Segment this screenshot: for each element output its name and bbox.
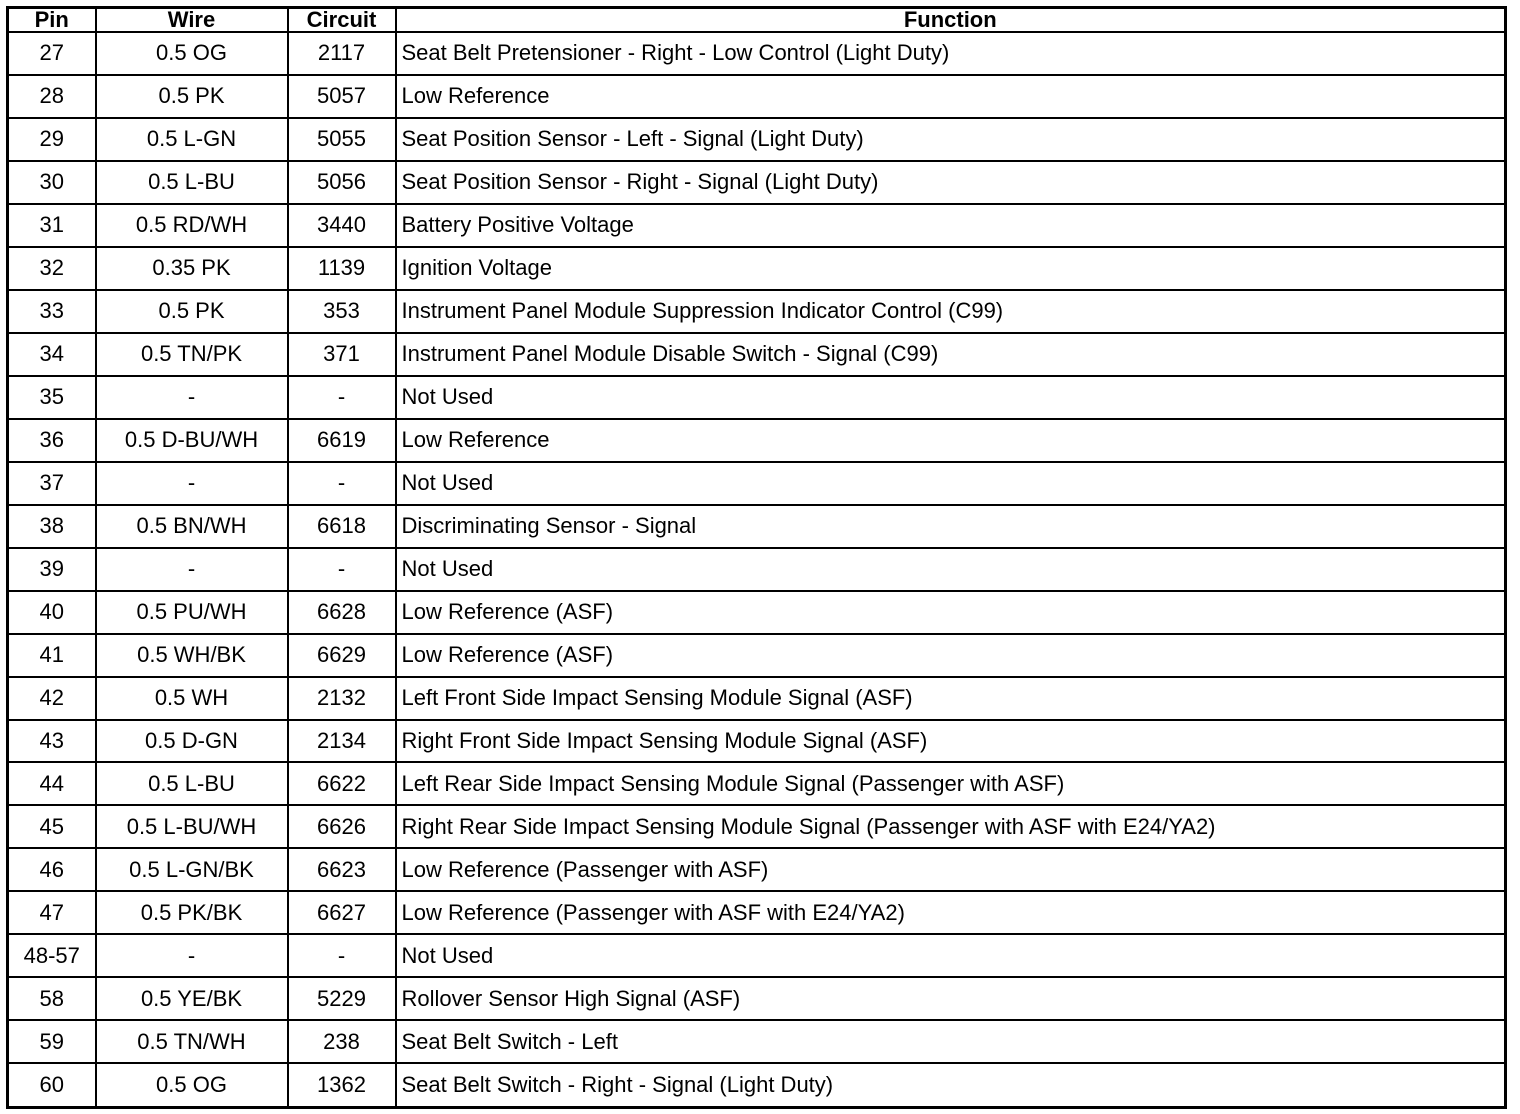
wire-cell: 0.5 L-GN/BK	[96, 848, 288, 891]
function-cell: Battery Positive Voltage	[396, 204, 1506, 247]
function-cell: Low Reference	[396, 75, 1506, 118]
circuit-cell: 2134	[288, 720, 396, 763]
wire-cell: 0.5 L-BU/WH	[96, 805, 288, 848]
table-row	[8, 247, 1506, 290]
function-cell: Ignition Voltage	[396, 247, 1506, 290]
table-row	[8, 934, 1506, 977]
table-row	[8, 161, 1506, 204]
wire-cell: -	[96, 548, 288, 591]
pin-cell: 45	[8, 805, 96, 848]
circuit-cell: 6627	[288, 891, 396, 934]
table-header-row	[8, 8, 1506, 33]
function-cell: Left Rear Side Impact Sensing Module Signal (Passenger with ASF)	[396, 762, 1506, 805]
header-wire: Wire	[96, 8, 288, 33]
pin-cell: 31	[8, 204, 96, 247]
wire-cell: 0.5 WH	[96, 677, 288, 720]
function-cell: Discriminating Sensor - Signal	[396, 505, 1506, 548]
pin-cell: 34	[8, 333, 96, 376]
wire-cell: 0.35 PK	[96, 247, 288, 290]
pin-cell: 60	[8, 1063, 96, 1107]
pin-cell: 59	[8, 1020, 96, 1063]
pin-cell: 40	[8, 591, 96, 634]
pin-cell: 42	[8, 677, 96, 720]
circuit-cell: -	[288, 548, 396, 591]
table-row	[8, 977, 1506, 1020]
table-row	[8, 848, 1506, 891]
function-cell: Instrument Panel Module Disable Switch - Signal (C99)	[396, 333, 1506, 376]
circuit-cell: -	[288, 934, 396, 977]
header-pin: Pin	[8, 8, 96, 33]
circuit-cell: 1139	[288, 247, 396, 290]
circuit-cell: 371	[288, 333, 396, 376]
table-row	[8, 290, 1506, 333]
pin-cell: 28	[8, 75, 96, 118]
function-cell: Low Reference (Passenger with ASF with E24/YA2)	[396, 891, 1506, 934]
circuit-cell: 6626	[288, 805, 396, 848]
header-function: Function	[396, 8, 1506, 33]
wire-cell: 0.5 PK	[96, 290, 288, 333]
wire-cell: -	[96, 462, 288, 505]
table-row	[8, 462, 1506, 505]
connector-pin-table	[6, 6, 1507, 1109]
table-row	[8, 1020, 1506, 1063]
circuit-cell: 5055	[288, 118, 396, 161]
wire-cell: 0.5 TN/WH	[96, 1020, 288, 1063]
function-cell: Low Reference	[396, 419, 1506, 462]
table-row	[8, 419, 1506, 462]
pin-cell: 27	[8, 32, 96, 75]
wire-cell: 0.5 BN/WH	[96, 505, 288, 548]
wire-cell: 0.5 D-BU/WH	[96, 419, 288, 462]
pin-cell: 44	[8, 762, 96, 805]
table-row	[8, 677, 1506, 720]
pin-cell: 35	[8, 376, 96, 419]
wire-cell: -	[96, 934, 288, 977]
function-cell: Seat Belt Switch - Left	[396, 1020, 1506, 1063]
pin-cell: 58	[8, 977, 96, 1020]
function-cell: Seat Position Sensor - Right - Signal (Light Duty)	[396, 161, 1506, 204]
table-row	[8, 805, 1506, 848]
circuit-cell: 1362	[288, 1063, 396, 1107]
function-cell: Low Reference (ASF)	[396, 591, 1506, 634]
wire-cell: 0.5 PK/BK	[96, 891, 288, 934]
circuit-cell: 2117	[288, 32, 396, 75]
function-cell: Not Used	[396, 934, 1506, 977]
wire-cell: -	[96, 376, 288, 419]
circuit-cell: 5056	[288, 161, 396, 204]
pin-cell: 37	[8, 462, 96, 505]
pin-cell: 33	[8, 290, 96, 333]
table-row	[8, 32, 1506, 75]
table-row	[8, 333, 1506, 376]
circuit-cell: 353	[288, 290, 396, 333]
pin-cell: 38	[8, 505, 96, 548]
header-circuit: Circuit	[288, 8, 396, 33]
wire-cell: 0.5 YE/BK	[96, 977, 288, 1020]
pin-cell: 32	[8, 247, 96, 290]
circuit-cell: 5057	[288, 75, 396, 118]
wire-cell: 0.5 OG	[96, 32, 288, 75]
table-row	[8, 505, 1506, 548]
wire-cell: 0.5 PK	[96, 75, 288, 118]
pin-cell: 39	[8, 548, 96, 591]
circuit-cell: 6618	[288, 505, 396, 548]
wire-cell: 0.5 PU/WH	[96, 591, 288, 634]
table-row	[8, 1063, 1506, 1107]
table-row	[8, 634, 1506, 677]
function-cell: Seat Belt Pretensioner - Right - Low Control (Light Duty)	[396, 32, 1506, 75]
wire-cell: 0.5 RD/WH	[96, 204, 288, 247]
circuit-cell: 6622	[288, 762, 396, 805]
wire-cell: 0.5 L-BU	[96, 161, 288, 204]
pin-cell: 41	[8, 634, 96, 677]
function-cell: Not Used	[396, 548, 1506, 591]
wire-cell: 0.5 TN/PK	[96, 333, 288, 376]
pin-cell: 48-57	[8, 934, 96, 977]
function-cell: Low Reference (ASF)	[396, 634, 1506, 677]
table-row	[8, 591, 1506, 634]
pin-cell: 36	[8, 419, 96, 462]
wire-cell: 0.5 D-GN	[96, 720, 288, 763]
function-cell: Left Front Side Impact Sensing Module Signal (ASF)	[396, 677, 1506, 720]
circuit-cell: -	[288, 376, 396, 419]
pin-cell: 46	[8, 848, 96, 891]
circuit-cell: 6623	[288, 848, 396, 891]
wire-cell: 0.5 WH/BK	[96, 634, 288, 677]
pin-cell: 30	[8, 161, 96, 204]
function-cell: Seat Position Sensor - Left - Signal (Light Duty)	[396, 118, 1506, 161]
function-cell: Not Used	[396, 462, 1506, 505]
table-row	[8, 720, 1506, 763]
table-row	[8, 75, 1506, 118]
table-row	[8, 762, 1506, 805]
circuit-cell: 6629	[288, 634, 396, 677]
function-cell: Right Rear Side Impact Sensing Module Signal (Passenger with ASF with E24/YA2)	[396, 805, 1506, 848]
circuit-cell: 238	[288, 1020, 396, 1063]
function-cell: Not Used	[396, 376, 1506, 419]
circuit-cell: -	[288, 462, 396, 505]
circuit-cell: 6628	[288, 591, 396, 634]
wire-cell: 0.5 L-GN	[96, 118, 288, 161]
wire-cell: 0.5 L-BU	[96, 762, 288, 805]
table-row	[8, 204, 1506, 247]
pin-cell: 43	[8, 720, 96, 763]
function-cell: Right Front Side Impact Sensing Module Signal (ASF)	[396, 720, 1506, 763]
table-row	[8, 891, 1506, 934]
wire-cell: 0.5 OG	[96, 1063, 288, 1107]
circuit-cell: 5229	[288, 977, 396, 1020]
function-cell: Instrument Panel Module Suppression Indicator Control (C99)	[396, 290, 1506, 333]
function-cell: Rollover Sensor High Signal (ASF)	[396, 977, 1506, 1020]
table-row	[8, 376, 1506, 419]
pin-cell: 47	[8, 891, 96, 934]
function-cell: Low Reference (Passenger with ASF)	[396, 848, 1506, 891]
function-cell: Seat Belt Switch - Right - Signal (Light Duty)	[396, 1063, 1506, 1107]
circuit-cell: 2132	[288, 677, 396, 720]
circuit-cell: 6619	[288, 419, 396, 462]
pin-cell: 29	[8, 118, 96, 161]
table-row	[8, 118, 1506, 161]
table-row	[8, 548, 1506, 591]
circuit-cell: 3440	[288, 204, 396, 247]
table-body	[8, 32, 1506, 1108]
